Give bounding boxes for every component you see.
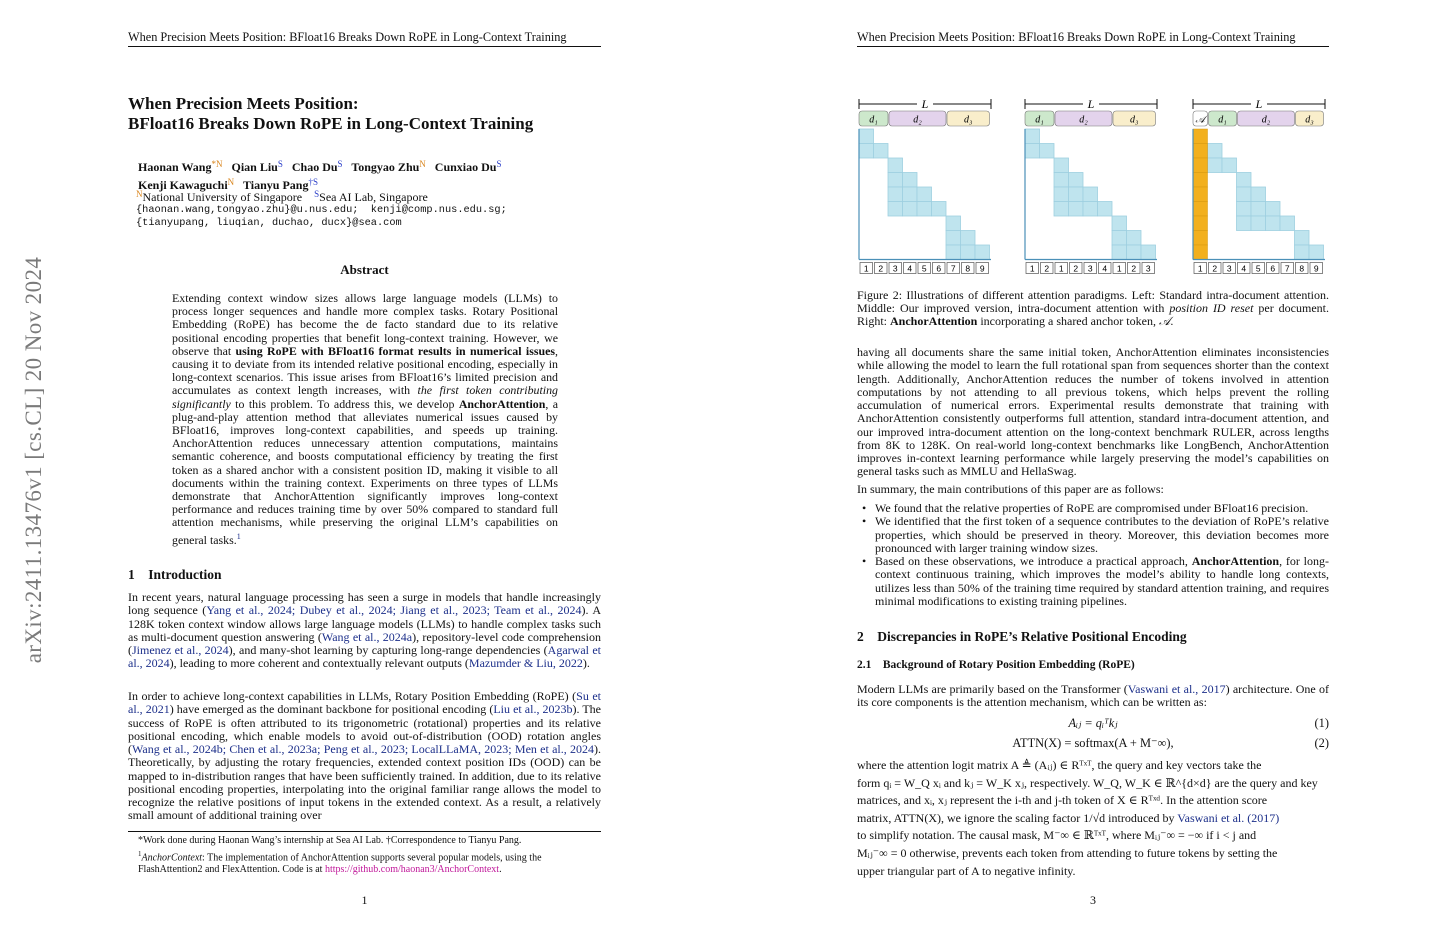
attention-cell [874,144,889,159]
segment-label: d₂ [1261,114,1271,126]
emails-line-1: {haonan.wang,tongyao.zhu}@u.nus.edu; kenji@comp.nus.edu.sg; [136,204,507,216]
attention-cell [1069,202,1084,217]
abstract-heading: Abstract [340,262,389,277]
citation[interactable]: Vaswani et al., 2017 [1127,682,1226,696]
intro-paragraph-2: In order to achieve long-context capabilities in LLMs, Rotary Position Embedding (RoPE) (Su et al., 2021) have emerged as the dominant backbone for positional encoding (Liu et al., 2023b). The success of RoPE is often attributed to its trigonometric (rotational) properties and its relative positional encoding, which enable models to avoid out-of-distribution (OOD) rotation angles (Wang et al., 2024b; Chen et al., 2023a; Peng et al., 2023; LocalLLaMA, 2023; Men et al., 2024). Theoretically, by adjusting the rotary frequencies, extended context position IDs (OOD) can be mapped to in-distribution ranges that have been sufficiently trained. In addition, due to its relative positional encoding properties, interpolating into the original familiar range allows the model to recognize the relative positions of input tokens in the extended context. As a result, a relatively small amount of additional training over [128,689,602,823]
position-id-label: 3 [892,263,898,274]
segment-label: d₁ [1035,114,1044,126]
paper-title: When Precision Meets Position: BFloat16 Breaks Down RoPE in Long-Context Training [128,94,534,133]
attention-cell [917,187,932,202]
figure-caption: Figure 2: Illustrations of different attention paradigms. Left: Standard intra-document attention. Middle: Our improved version, intra-document attention with position ID reset per document. Right: AnchorAttention incorporating a shared anchor token, 𝒜. [857,288,1330,329]
emails-line-2: {tianyupang, liuqian, duchao, ducx}@sea.com [136,217,402,229]
position-id-label: 8 [1299,263,1305,274]
attention-cell [1251,187,1266,202]
attention-cell [932,202,947,217]
attention-cell [1069,173,1084,188]
attention-cell [1237,187,1252,202]
attention-cell [1237,173,1252,188]
attention-cell [1054,202,1069,217]
attention-cell [946,216,961,231]
anchor-cell [1193,158,1208,173]
page-number: 1 [361,893,368,907]
contribution-list [857,502,1329,608]
affiliations: $^N$National University of Singapore $^S$Sea AI Lab, Singapore [136,189,428,204]
attention-cell [859,129,874,144]
position-id-label: 9 [979,263,985,274]
attention-cell [1295,231,1310,246]
citation[interactable]: Su et al., 2021 [128,689,601,717]
transformer-paragraph: Modern LLMs are primarily based on the Transformer (Vaswani et al., 2017) architecture. One of its core components is the attention mechanism, which can be written as: [857,682,1330,710]
length-label: L [1087,97,1095,111]
position-id-label: 9 [1313,263,1319,274]
position-id-label: 6 [936,263,942,274]
attention-cell [961,245,976,260]
citation[interactable]: Wang et al., 2024a [321,629,413,644]
attention-cell [1083,187,1098,202]
attention-cell [1054,187,1069,202]
attention-cell [903,173,918,188]
attention-cell [1251,202,1266,217]
running-head: When Precision Meets Position: BFloat16 Breaks Down RoPE in Long-Context Training [857,30,1329,47]
position-id-label: 3 [1145,263,1151,274]
anchor-cell [1193,216,1208,231]
position-id-label: 7 [950,263,956,274]
attention-cell [961,231,976,246]
attention-cell [888,173,903,188]
position-id-label: 8 [965,263,971,274]
attention-cell [1127,245,1142,260]
attention-cell [975,245,990,260]
citation[interactable]: Agarwal et al., 2024 [128,643,601,671]
equation-2: ATTN(X) = softmax(A + M⁻∞), (2) [1012,736,1329,750]
position-id-label: 4 [1241,263,1247,274]
subsection-heading-2-1: 2.1 Background of Rotary Position Embedding (RoPE) [857,659,1135,671]
attention-cell [1141,245,1156,260]
segment-label: d₃ [1130,114,1139,126]
position-id-label: 6 [1270,263,1276,274]
attention-cell [917,202,932,217]
attention-cell [1025,129,1040,144]
position-id-label: 2 [1212,263,1218,274]
code-link[interactable]: https://github.com/haonan3/AnchorContext [324,864,500,876]
attention-cell [859,144,874,159]
attention-cell [1112,216,1127,231]
position-id-label: 3 [1087,263,1093,274]
section-heading-2: 2 Discrepancies in RoPE’s Relative Positional Encoding [857,629,1187,644]
anchor-cell [1193,173,1208,188]
position-id-label: 2 [1131,263,1137,274]
position-id-label: 1 [1029,263,1035,274]
summary-line: In summary, the main contributions of this paper are as follows: [857,482,1164,496]
attention-cell [1054,173,1069,188]
attention-cell [1098,202,1113,217]
running-head: When Precision Meets Position: BFloat16 Breaks Down RoPE in Long-Context Training [128,30,601,47]
page-number: 3 [1090,893,1096,907]
length-label: L [921,97,929,111]
anchor-cell [1193,129,1208,144]
citation[interactable]: Jimenez et al., 2024 [132,643,229,657]
position-id-label: 2 [1044,263,1050,274]
footnotes [128,831,601,877]
attention-cell [1040,144,1055,159]
attention-cell [946,245,961,260]
segment-label: d₂ [913,114,922,126]
position-id-label: 1 [863,263,869,274]
position-id-label: 1 [1116,263,1122,274]
position-id-label: 2 [878,263,884,274]
list-item: • Based on these observations, we introduce a practical approach, AnchorAttention, for long-context continuous training, which improves the model’s ability to handle long contexts, utilizes less than 50% of the training time required by standard attention training, and requires minimal modifications to existing training pipelines. [857,555,1329,608]
anchor-cell [1193,245,1208,260]
position-id-label: 1 [1197,263,1203,274]
position-id-label: 5 [1255,263,1261,274]
anchor-cell [1193,187,1208,202]
attention-cell [1222,158,1237,173]
attention-cell [1280,216,1295,231]
segment-label: d₃ [1305,114,1314,126]
length-label: L [1255,97,1263,111]
segment-label: d₁ [869,114,878,126]
section-heading-introduction: 1 Introduction [128,567,222,582]
citation[interactable]: Liu et al., 2023b [493,702,573,717]
citation[interactable]: Vaswani et al. (2017) [1177,810,1280,825]
intro-paragraph-1: In recent years, natural language processing has seen a surge in models that handle increasingly long sequence (Yang et al., 2024; Dubey et al., 2024; Jiang et al., 2023; Team et al., 2024). A 128K token context window allows large language models (LLMs) to handle complex tasks such as multi-document question answering (Wang et al., 2024a), repository-level code comprehension (Jimenez et al., 2024), and many-shot learning by capturing long-range dependencies (Agarwal et al., 2024), leading to more coherent and contextually relevant outputs (Mazumder & Liu, 2022). [128,590,601,671]
abstract-text: Extending context window sizes allows large language models (LLMs) to process longer sequences and handle more complex tasks. Rotary Positional Embedding (RoPE) has become the de facto standard due to its relative positional encoding properties that benefit long-context training. However, we observe that using RoPE with BFloat16 format results in numerical issues, causing it to deviate from its intended relative positional encoding, especially in long-context scenarios. This issue arises from BFloat16’s limited precision and accumulates as context length increases, with the first token contributing significantly to this problem. To address this, we develop AnchorAttention, a plug-and-play attention method that alleviates numerical issues caused by BFloat16, improves long-context capabilities, and speeds up training. AnchorAttention reduces unnecessary attention computations, maintains semantic coherence, and boosts computational efficiency by treating the first token as a shared anchor with a consistent position ID, making it visible to all documents within the training context. Experiments on three types of LLMs demonstrate that AnchorAttention significantly improves long-context performance and reduces training time by over 50% compared to standard full attention mechanisms, while preserving the original LLM’s capabilities on general tasks.$^1$ [172,291,558,547]
segment-label: d₃ [964,114,973,126]
footnote-1: *Work done during Haonan Wang’s internship at Sea AI Lab. †Correspondence to Tianyu Pang. [138,835,522,846]
segment-label: d₂ [1079,114,1088,126]
attention-cell [1295,245,1310,260]
attention-cell [888,202,903,217]
position-id-label: 1 [1058,263,1064,274]
position-id-label: 5 [921,263,927,274]
anchor-cell [1193,231,1208,246]
anchor-cell [1193,202,1208,217]
attention-cell [1025,144,1040,159]
attention-cell [1251,216,1266,231]
list-item: • We found that the relative properties of RoPE are compromised under BFloat16 precision. [857,502,1329,515]
anchor-cell [1193,144,1208,159]
attention-cell [1237,202,1252,217]
attention-cell [1127,231,1142,246]
attention-cell [1266,202,1281,217]
attention-cell [1112,245,1127,260]
position-id-label: 4 [907,263,913,274]
arxiv-stamp: arXiv:2411.13476v1 [cs.CL] 20 Nov 2024 [21,256,46,664]
equation-1: Aᵢⱼ = qᵢᵀkⱼ (1) [1068,716,1329,730]
attention-cell [1112,231,1127,246]
attention-cell [888,158,903,173]
position-id-label: 2 [1073,263,1079,274]
position-id-label: 4 [1102,263,1108,274]
segment-label: d₁ [1218,114,1227,126]
attention-cell [888,187,903,202]
attention-figure [857,96,1329,276]
attention-cell [1069,187,1084,202]
attention-cell [903,187,918,202]
citation[interactable]: Wang et al., 2024b; Chen et al., 2023a; Peng et al., 2023; LocalLLaMA, 2023; Men et al., 2024 [132,742,594,756]
position-id-label: 7 [1284,263,1290,274]
position-id-label: 3 [1226,263,1232,274]
citation[interactable]: Mazumder & Liu, 2022 [468,656,583,671]
footnote-2: $^1$AnchorContext: The implementation of AnchorAttention supports several popular models, using the FlashAttention2 and FlexAttention. Code is at https://github.com/haonan3/AnchorContext. [138,849,542,876]
attention-cell [946,231,961,246]
author-list: Haonan Wang$^{*N}$ Qian Liu$^S$ Chao $Du^S$ Tongyao Zhu$^N$ Cunxiao $Du^S$ Kenji Kawaguchi$^N$ Tianyu Pang$^{\dagger S}$ [138,159,502,192]
attention-cell [1208,144,1223,159]
segment-label: 𝒜 [1195,114,1205,126]
attention-cell [1208,158,1223,173]
citation[interactable]: Yang et al., 2024; Dubey et al., 2024; Jiang et al., 2023; Team et al., 2024 [206,603,582,618]
body-paragraph: having all documents share the same initial token, AnchorAttention eliminates inconsistencies while allowing the model to learn the full rotational span from sequences shorter than the context length. Additionally, AnchorAttention reduces the number of tokens involved in attention computations by not attending to all previous tokens, which helps prevent the rolling accumulation of numerical errors. Experimental results demonstrate that training with AnchorAttention consistently outperforms full attention, standard intra-document attention, and our improved intra-document attention on the long-context benchmark RULER, across lengths from 8K to 128K. On real-world long-context benchmarks like LongBench, AnchorAttention improves in-context learning performance while largely preserving the model’s capabilities on general tasks such as MMLU and HellaSwag. [857,345,1329,479]
attention-cell [1309,245,1324,260]
attention-cell [1237,216,1252,231]
footnote-ref[interactable]: 1 [236,531,241,541]
attention-definition: where the attention logit matrix A ≜ (Aᵢⱼ) ∈ Rᵀˣᵀ, the query and key vectors take the form qᵢ = W_Q xᵢ and kⱼ = W_K xⱼ, respectively. W_Q, W_K ∈ ℝ^{d×d} are the query and key matrices, and xᵢ, xⱼ represent the i-th and j-th token of X ∈ Rᵀˣᵈ. In the attention score matrix, ATTN(X), we ignore the scaling factor 1/√d introduced by Vaswani et al. (2017) to simplify notation. The causal mask, M⁻∞ ∈ ℝᵀˣᵀ, where Mᵢⱼ⁻∞ = −∞ if i < j and Mᵢⱼ⁻∞ = 0 otherwise, prevents each token from attending to future tokens by setting the upper triangular part of A to negative infinity. [857,758,1318,878]
attention-cell [903,202,918,217]
attention-cell [1266,216,1281,231]
list-item: • We identified that the first token of a sequence contributes to the deviation of RoPE’s relative properties, which should be preserved in theory. Moreover, this deviation becomes more pronounced with larger training window sizes. [857,515,1329,555]
attention-cell [1054,158,1069,173]
attention-cell [1083,202,1098,217]
